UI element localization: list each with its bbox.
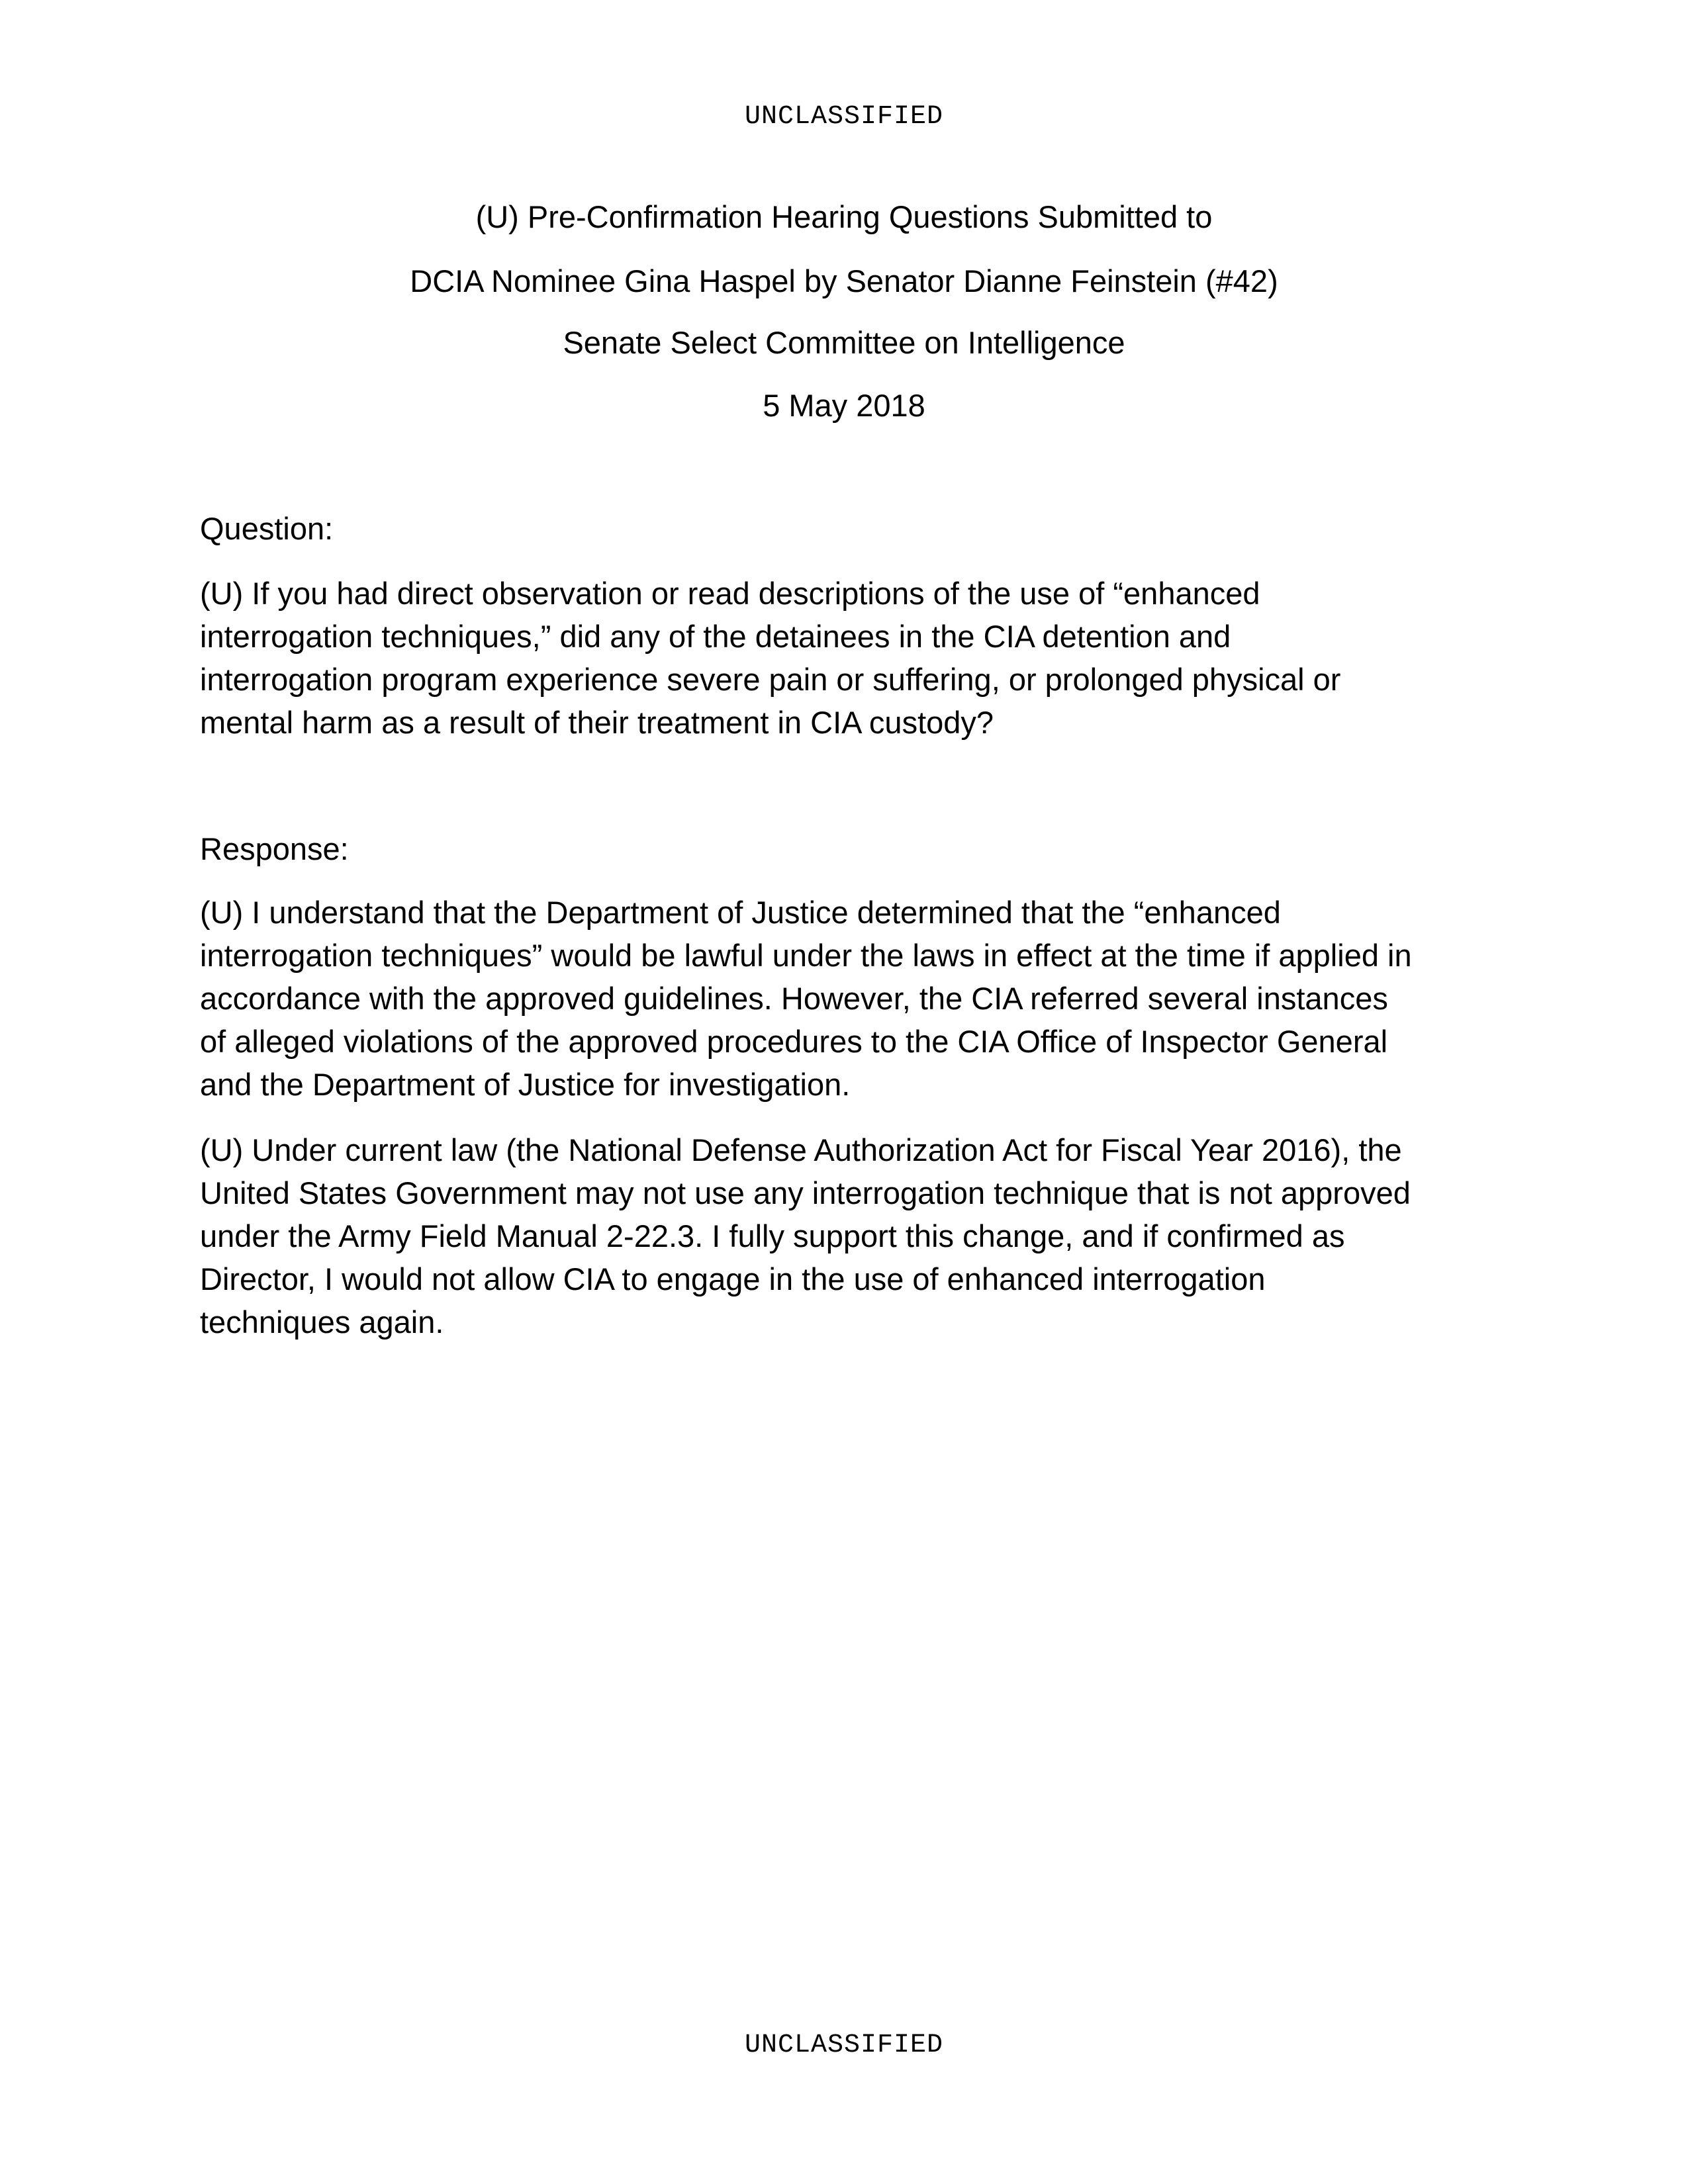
question-label: Question:	[200, 511, 334, 546]
document-title	[0, 195, 1688, 448]
response-line: techniques again.	[200, 1304, 444, 1340]
title-line: (U) Pre-Confirmation Hearing Questions Submitted to	[475, 199, 1213, 234]
response-line: interrogation techniques” would be lawful under the laws in effect at the time if applied in	[200, 938, 1412, 973]
question-line: mental harm as a result of their treatment in CIA custody?	[200, 705, 994, 740]
response-line: (U) I understand that the Department of Justice determined that the “enhanced	[200, 895, 1281, 930]
classification-header: UNCLASSIFIED	[744, 102, 944, 132]
response-line: of alleged violations of the approved procedures to the CIA Office of Inspector General	[200, 1024, 1388, 1059]
response-line: accordance with the approved guidelines. However, the CIA referred several instances	[200, 981, 1388, 1016]
response-line: and the Department of Justice for investigation.	[200, 1067, 851, 1102]
question-line: interrogation program experience severe pain or suffering, or prolonged physical or	[200, 662, 1341, 697]
response-label: Response:	[200, 831, 349, 866]
question-line: (U) If you had direct observation or read descriptions of the use of “enhanced	[200, 576, 1260, 611]
response-paragraph-2	[200, 1128, 1524, 1343]
title-line: DCIA Nominee Gina Haspel by Senator Dianne Feinstein (#42)	[410, 263, 1278, 298]
response-line: (U) Under current law (the National Defense Authorization Act for Fiscal Year 2016), the	[200, 1132, 1402, 1167]
question-text	[200, 572, 1524, 744]
response-line: United States Government may not use any interrogation technique that is not approved	[200, 1175, 1411, 1210]
question-line: interrogation techniques,” did any of the detainees in the CIA detention and	[200, 619, 1231, 654]
classification-footer: UNCLASSIFIED	[744, 2030, 944, 2060]
response-paragraph-1	[200, 891, 1524, 1106]
response-line: under the Army Field Manual 2-22.3. I fully support this change, and if confirmed as	[200, 1218, 1345, 1253]
title-line: Senate Select Committee on Intelligence	[563, 325, 1125, 360]
title-line: 5 May 2018	[763, 388, 925, 423]
response-line: Director, I would not allow CIA to engage in the use of enhanced interrogation	[200, 1261, 1266, 1297]
